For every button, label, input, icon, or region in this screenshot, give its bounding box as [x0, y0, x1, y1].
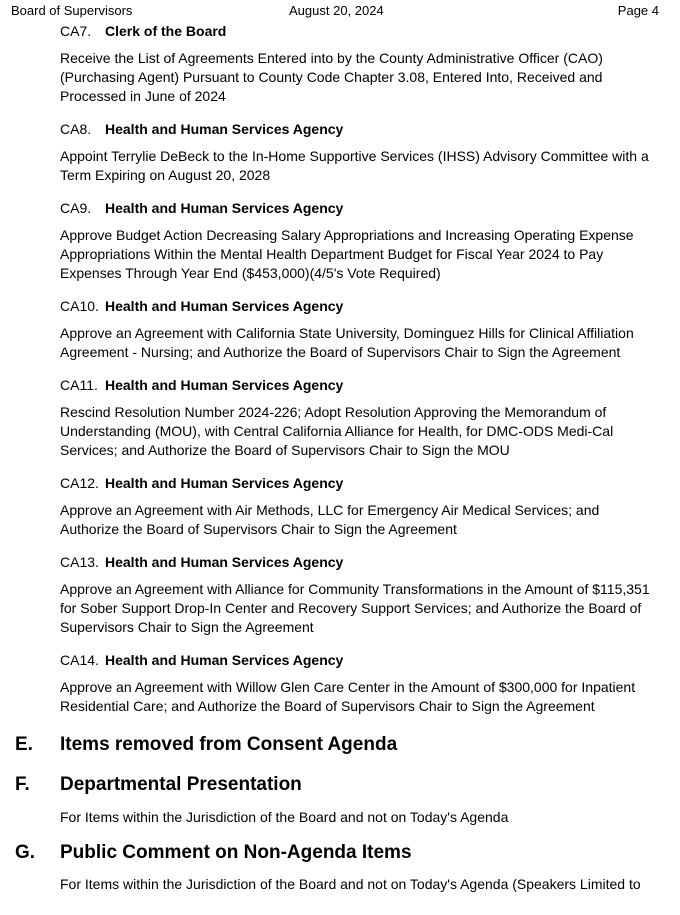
section-heading-g	[0, 840, 680, 866]
section-letter: E.	[15, 734, 33, 755]
agenda-item-department: Health and Human Services Agency	[105, 475, 344, 491]
agenda-item-department: Health and Human Services Agency	[105, 200, 344, 216]
agenda-item-number: CA11.	[60, 377, 98, 393]
agenda-item-department: Health and Human Services Agency	[105, 377, 344, 393]
agenda-item-description: Rescind Resolution Number 2024-226; Adopt Resolution Approving the Memorandum of Understanding (MOU), with Central California Alliance for Health, for DMC-ODS Medi-Cal Services; and Authorize the Board of Supervisors Chair to Sign the MOU	[60, 404, 614, 458]
agenda-item-ca13	[0, 553, 680, 637]
agenda-item-department: Health and Human Services Agency	[105, 298, 344, 314]
agenda-item-ca12	[0, 474, 680, 539]
agenda-item-number: CA7.	[60, 23, 92, 39]
agenda-item-ca10	[0, 297, 680, 362]
agenda-item-ca14	[0, 651, 680, 716]
agenda-item-heading	[60, 651, 680, 669]
agenda-item-description: Approve an Agreement with Air Methods, LLC for Emergency Air Medical Services; and Authorize the Board of Supervisors Chair to Sign the Agreement	[60, 502, 600, 537]
section-heading-f	[0, 772, 680, 798]
header-board-name: Board of Supervisors	[11, 3, 133, 18]
agenda-item-heading	[60, 120, 680, 138]
section-letter: F.	[15, 774, 30, 795]
agenda-item-description: Appoint Terrylie DeBeck to the In-Home Supportive Services (IHSS) Advisory Committee with a Term Expiring on August 20, 2028	[60, 148, 649, 183]
section-description: For Items within the Jurisdiction of the Board and not on Today's Agenda	[60, 809, 509, 825]
section-description: For Items within the Jurisdiction of the Board and not on Today's Agenda (Speakers Limited to	[60, 876, 641, 892]
agenda-item-heading	[60, 553, 680, 571]
agenda-item-description: Approve an Agreement with Alliance for Community Transformations in the Amount of $115,351 for Sober Support Drop-In Center and Recovery Support Services; and Authorize the Board of Supervisors Chair to Sign the Agreement	[60, 581, 650, 635]
section-title: Departmental Presentation	[60, 774, 302, 795]
agenda-item-number: CA12.	[60, 475, 99, 491]
agenda-item-department: Clerk of the Board	[105, 23, 227, 39]
agenda-item-heading	[60, 199, 680, 217]
agenda-item-heading	[60, 474, 680, 492]
section-letter: G.	[15, 842, 36, 863]
agenda-item-description: Receive the List of Agreements Entered into by the County Administrative Officer (CAO) (Purchasing Agent) Pursuant to County Code Chapter 3.08, Entered Into, Received and Processed in June of 2024	[60, 50, 603, 104]
agenda-item-department: Health and Human Services Agency	[105, 121, 344, 137]
agenda-item-ca7	[0, 22, 680, 106]
section-title: Public Comment on Non-Agenda Items	[60, 842, 412, 863]
agenda-item-description: Approve an Agreement with Willow Glen Care Center in the Amount of $300,000 for Inpatient Residential Care; and Authorize the Board of Supervisors Chair to Sign the Agreement	[60, 679, 636, 714]
section-title: Items removed from Consent Agenda	[60, 734, 398, 755]
agenda-item-number: CA10.	[60, 298, 99, 314]
agenda-item-number: CA9.	[60, 200, 92, 216]
header-page-number: Page 4	[617, 3, 659, 18]
agenda-item-number: CA13.	[60, 554, 99, 570]
page-header	[0, 0, 680, 18]
agenda-item-ca8	[0, 120, 680, 185]
agenda-item-description: Approve Budget Action Decreasing Salary Appropriations and Increasing Operating Expense Appropriations Within the Mental Health Department Budget for Fiscal Year 2024 to Pay Expenses Through Year End ($453,000)(4/5's Vote Required)	[60, 227, 634, 281]
agenda-item-number: CA14.	[60, 652, 99, 668]
agenda-item-ca9	[0, 199, 680, 283]
agenda-item-heading	[60, 22, 680, 40]
agenda-item-heading	[60, 297, 680, 315]
agenda-item-number: CA8.	[60, 121, 92, 137]
agenda-item-ca11	[0, 376, 680, 460]
agenda-item-heading	[60, 376, 680, 394]
agenda-item-department: Health and Human Services Agency	[105, 652, 344, 668]
agenda-content	[0, 18, 680, 894]
agenda-item-department: Health and Human Services Agency	[105, 554, 344, 570]
section-heading-e	[0, 732, 680, 758]
agenda-item-description: Approve an Agreement with California State University, Dominguez Hills for Clinical Affiliation Agreement - Nursing; and Authorize the Board of Supervisors Chair to Sign the Agreement	[60, 325, 634, 360]
header-date: August 20, 2024	[289, 3, 384, 18]
